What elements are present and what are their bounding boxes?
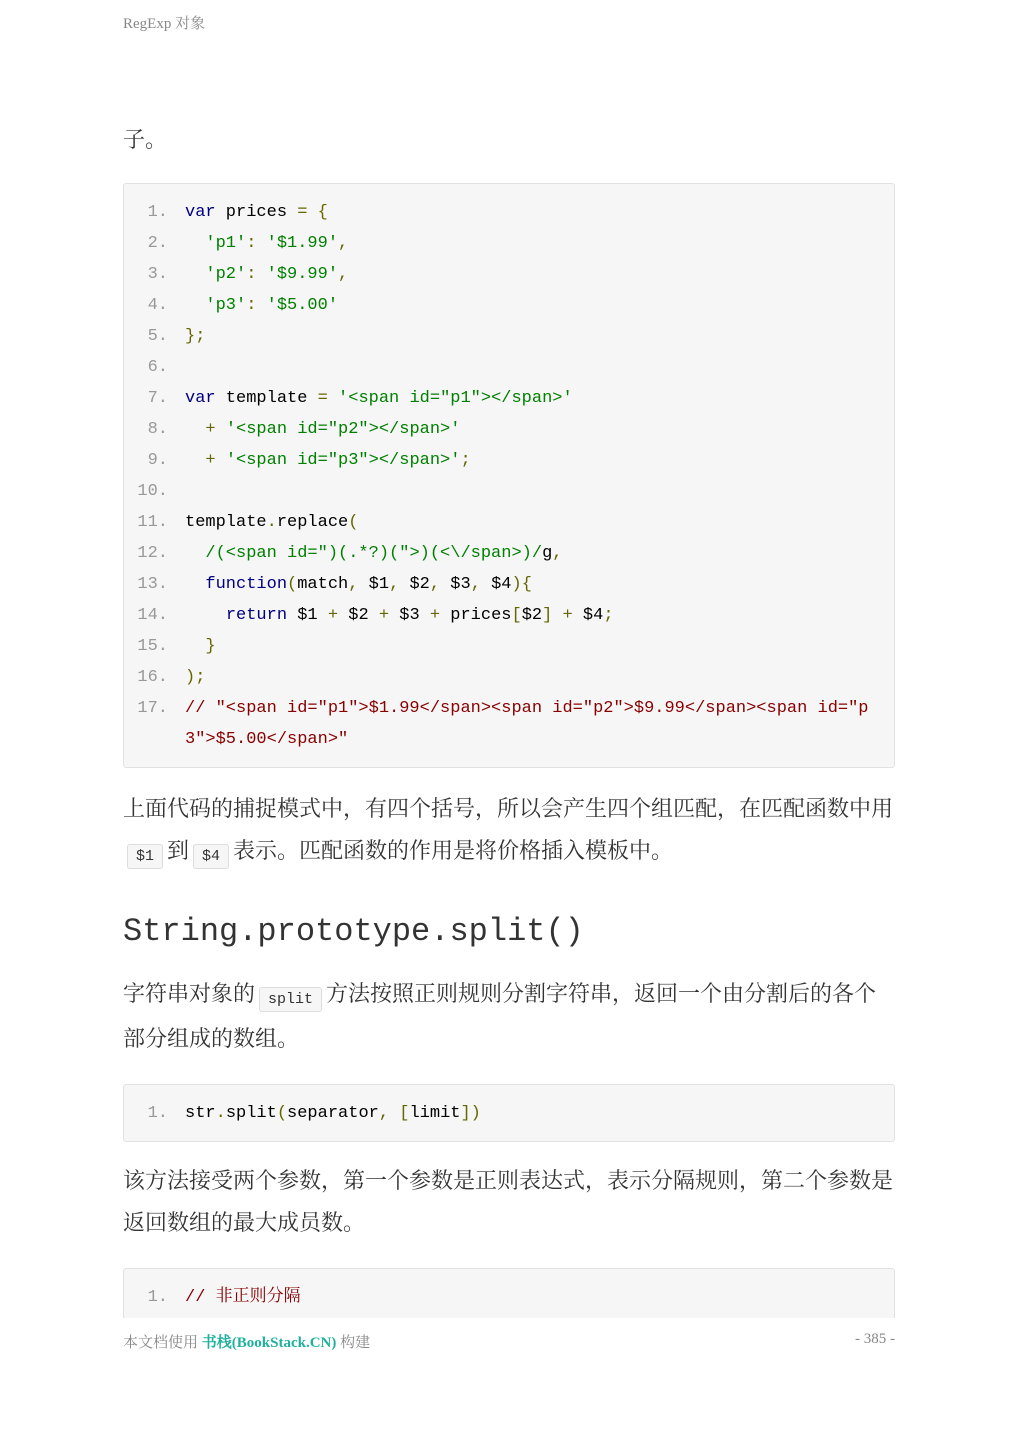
page-content <box>123 120 895 1388</box>
code-token: ]) <box>460 1104 481 1123</box>
code-line <box>124 662 894 693</box>
line-number: 17. <box>137 699 168 718</box>
code-token: : <box>246 265 257 284</box>
code-token: // 非正则分隔 <box>185 1288 301 1307</box>
code-text <box>168 1282 894 1313</box>
code-token: + <box>205 451 216 470</box>
code-token: '<span id="p3"></span>' <box>225 451 461 470</box>
line-number: 10. <box>137 482 168 501</box>
code-line <box>124 445 894 476</box>
code-token: ( <box>276 1104 288 1123</box>
code-token <box>185 265 205 284</box>
code-token: [ <box>511 606 522 625</box>
line-number: 15. <box>137 637 168 656</box>
code-text <box>168 662 894 693</box>
code-token <box>256 296 266 315</box>
code-token: + <box>562 606 573 625</box>
footer-credit <box>123 1331 370 1352</box>
line-number: 1. <box>147 1288 168 1307</box>
line-number: 14. <box>137 606 168 625</box>
code-token: var <box>185 389 216 408</box>
code-token <box>552 606 562 625</box>
code-text <box>168 383 894 414</box>
code-token: split <box>225 1104 277 1123</box>
code-token <box>185 575 205 594</box>
code-token: return <box>225 606 288 625</box>
code-text <box>168 476 894 507</box>
line-number: 5. <box>147 327 168 346</box>
code-token: ( <box>287 575 298 594</box>
code-text <box>168 538 894 569</box>
code-line <box>124 476 894 507</box>
code-token: function <box>205 575 288 594</box>
code-text <box>168 600 894 631</box>
code-text <box>168 290 894 321</box>
code-token: $3 <box>440 575 471 594</box>
code-token: , <box>389 575 400 594</box>
code-token: template <box>215 389 318 408</box>
section-title-split: String.prototype.split() <box>123 913 584 950</box>
page-number: - 385 - <box>855 1331 895 1347</box>
code-token: , <box>378 1104 390 1123</box>
line-number: 1. <box>147 1104 168 1123</box>
code-token <box>185 420 205 439</box>
code-token: ; <box>603 606 614 625</box>
code-text <box>168 414 894 445</box>
code-token: $2 <box>338 606 379 625</box>
code-token: [ <box>399 1104 410 1123</box>
code-token: g <box>542 544 553 563</box>
inline-code-dollar4: $4 <box>193 844 229 869</box>
code-text <box>168 445 894 476</box>
code-token: , <box>338 234 349 253</box>
code-token: , <box>429 575 441 594</box>
code-token: '$5.00' <box>266 296 339 315</box>
paragraph-text-mid: 到 <box>167 839 190 864</box>
code-token: ; <box>460 451 471 470</box>
code-text <box>168 352 894 383</box>
code-line <box>124 631 894 662</box>
footer-prefix: 本文档使用 <box>123 1335 202 1351</box>
code-line <box>124 569 894 600</box>
code-block-split-signature <box>123 1084 895 1142</box>
paragraph-split-params: 该方法接受两个参数，第一个参数是正则表达式，表示分隔规则，第二个参数是返回数组的最大成员数。 <box>123 1169 894 1236</box>
line-number: 12. <box>137 544 168 563</box>
code-text <box>168 631 894 662</box>
code-token: $1 <box>358 575 390 594</box>
code-text <box>168 507 894 538</box>
code-token <box>185 296 205 315</box>
line-number: 4. <box>147 296 168 315</box>
code-token <box>256 234 266 253</box>
code-line <box>124 600 894 631</box>
code-text <box>168 693 894 755</box>
code-token: ); <box>185 668 206 687</box>
line-number: 13. <box>137 575 168 594</box>
code-token: + <box>327 606 339 625</box>
code-token: prices <box>215 203 298 222</box>
code-text <box>168 569 894 600</box>
code-token: , <box>470 575 481 594</box>
code-line <box>124 321 894 352</box>
inline-code-split: split <box>259 987 322 1012</box>
code-token: ( <box>348 513 359 532</box>
code-line <box>124 290 894 321</box>
code-text <box>168 1098 894 1129</box>
code-token <box>389 1104 399 1123</box>
code-text <box>168 228 894 259</box>
code-line <box>124 693 894 755</box>
code-token <box>328 389 338 408</box>
paragraph-text-before: 字符串对象的 <box>123 982 256 1007</box>
line-number: 2. <box>147 234 168 253</box>
code-line <box>124 1098 894 1129</box>
paragraph-split-intro <box>123 974 895 1061</box>
code-token: '$9.99' <box>266 265 339 284</box>
footer-brand-link[interactable]: 书栈(BookStack.CN) <box>201 1335 337 1351</box>
code-token: = <box>317 389 328 408</box>
code-text <box>168 321 894 352</box>
code-line <box>124 414 894 445</box>
code-line <box>124 1282 894 1313</box>
code-token <box>307 203 317 222</box>
code-token <box>185 606 226 625</box>
code-token: $4 <box>480 575 512 594</box>
code-token: , <box>552 544 563 563</box>
code-token: 'p2' <box>205 265 247 284</box>
code-token: ] <box>542 606 553 625</box>
paragraph-text-after: 表示。匹配函数的作用是将价格插入模板中。 <box>233 839 674 864</box>
line-number: 9. <box>147 451 168 470</box>
code-token: replace <box>276 513 349 532</box>
code-line <box>124 383 894 414</box>
code-token: + <box>205 420 216 439</box>
code-text <box>168 197 894 228</box>
code-token: '$1.99' <box>266 234 339 253</box>
inline-code-dollar1: $1 <box>127 844 163 869</box>
footer-suffix: 构建 <box>336 1335 371 1351</box>
code-token: { <box>317 203 328 222</box>
code-token: : <box>246 296 257 315</box>
code-token: prices <box>440 606 512 625</box>
code-token: $4 <box>572 606 604 625</box>
code-token: match <box>297 575 349 594</box>
line-number: 1. <box>147 203 168 222</box>
code-line <box>124 228 894 259</box>
intro-fragment: 子。 <box>123 128 168 153</box>
code-token: }; <box>185 327 206 346</box>
code-token: + <box>429 606 441 625</box>
code-token: separator <box>287 1104 379 1123</box>
code-token: template <box>185 513 267 532</box>
line-number: 11. <box>137 513 168 532</box>
code-token: ){ <box>511 575 532 594</box>
code-token: $2 <box>521 606 543 625</box>
paragraph-group-match <box>123 789 895 876</box>
code-token: $2 <box>399 575 430 594</box>
code-line <box>124 507 894 538</box>
code-token: /(<span id=")(.*?)(">)(<\/span>)/ <box>205 544 543 563</box>
running-header: RegExp 对象 <box>123 16 206 32</box>
line-number: 7. <box>147 389 168 408</box>
code-token: , <box>338 265 349 284</box>
code-token: limit <box>409 1104 461 1123</box>
code-token: = <box>297 203 308 222</box>
line-number: 6. <box>147 358 168 377</box>
code-text <box>168 259 894 290</box>
line-number: 3. <box>147 265 168 284</box>
code-token: , <box>348 575 359 594</box>
code-block-replace-example <box>123 183 895 768</box>
code-token: . <box>266 513 277 532</box>
code-token: // "<span id="p1">$1.99</span><span id="p2">$9.99</span><span id="p3">$5.00</span>" <box>185 699 869 749</box>
code-token: $3 <box>389 606 430 625</box>
code-token <box>185 451 205 470</box>
code-token <box>256 265 266 284</box>
code-token: var <box>185 203 216 222</box>
line-number: 8. <box>147 420 168 439</box>
code-token: 'p3' <box>205 296 247 315</box>
code-token: str <box>185 1104 216 1123</box>
code-token: + <box>378 606 390 625</box>
code-token: : <box>246 234 257 253</box>
code-token: $1 <box>287 606 328 625</box>
code-token: } <box>205 637 216 656</box>
code-token: '<span id="p2"></span>' <box>225 420 461 439</box>
paragraph-text-after: 方法按照正则规则分割字符串，返回一个由分割后的各个部分组成的数组。 <box>123 982 877 1052</box>
code-token <box>216 420 226 439</box>
code-line <box>124 352 894 383</box>
code-token <box>185 637 205 656</box>
paragraph-text-before: 上面代码的捕捉模式中，有四个括号，所以会产生四个组匹配，在匹配函数中用 <box>123 797 894 822</box>
line-number: 16. <box>137 668 168 687</box>
code-token: . <box>215 1104 226 1123</box>
code-token <box>185 234 205 253</box>
code-line <box>124 538 894 569</box>
code-token <box>185 544 205 563</box>
code-token: '<span id="p1"></span>' <box>338 389 573 408</box>
code-line <box>124 197 894 228</box>
code-token: 'p1' <box>205 234 247 253</box>
code-line <box>124 259 894 290</box>
code-token <box>216 451 226 470</box>
